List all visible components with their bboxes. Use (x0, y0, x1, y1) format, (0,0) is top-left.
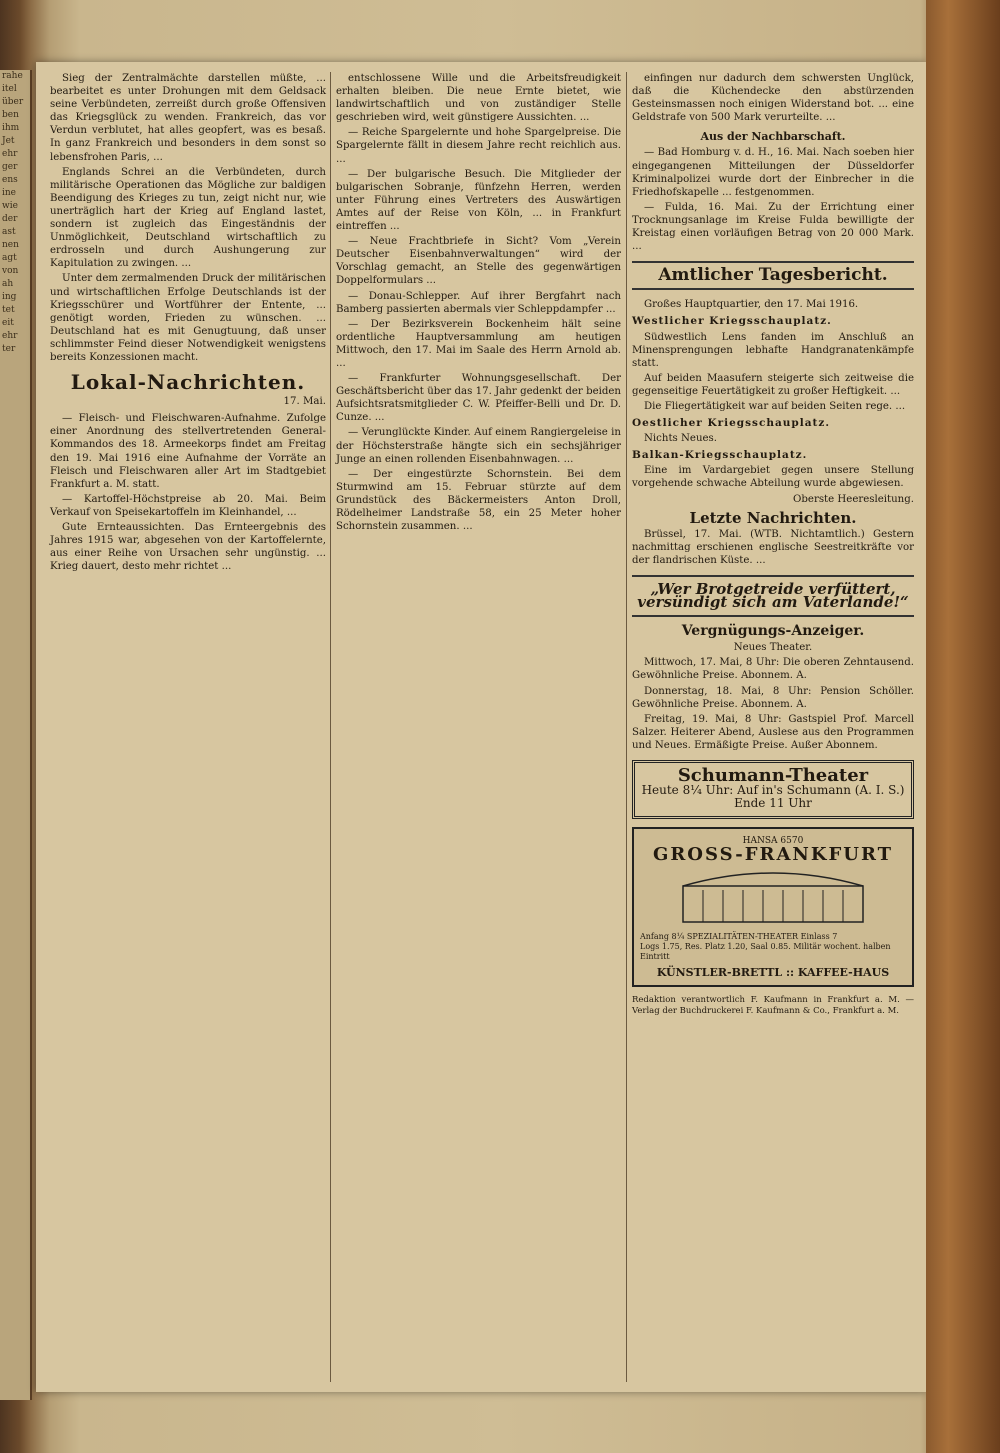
article-paragraph: — Neue Frachtbriefe in Sicht? Vom „Verein Deutscher Eisenbahnverwaltungen“ wird der Vorschlag gemacht, an Stelle des gegenwärtigen Doppelformulars ... (336, 236, 621, 287)
article-paragraph: Gute Ernteaussichten. Das Ernteergebnis des Jahres 1915 war, abgesehen von der Kartoffelernte, aus einer Reihe von Ursachen sehr ungünstig. ... Krieg dauert, desto mehr richtet ... (50, 522, 326, 573)
section-date: 17. Mai. (283, 396, 326, 408)
article-paragraph: Südwestlich Lens fanden im Anschluß an Minensprengungen lebhafte Handgranatenkämpfe statt. (632, 331, 914, 369)
column-3 (632, 72, 914, 1017)
balkan-text: Eine im Vardargebiet gegen unsere Stellung vorgehende schwache Abteilung wurde abgewiesen. (632, 465, 914, 490)
article-paragraph: — Verunglückte Kinder. Auf einem Rangiergeleise in der Höchsterstraße hängte sich ein sechsjähriger Junge an einen rollenden Eisenbahnwagen. ... (336, 427, 621, 465)
gross-frankfurt-ad (632, 827, 914, 986)
program-line: Mittwoch, 17. Mai, 8 Uhr: Die oberen Zehntausend. Gewöhnliche Preise. Abonnem. A. (632, 657, 914, 682)
impressum: Redaktion verantwortlich F. Kaufmann in Frankfurt a. M. — Verlag der Buchdruckerei F. Kaufmann & Co., Frankfurt a. M. (632, 994, 914, 1016)
west-heading: Westlicher Kriegsschauplatz. (632, 315, 832, 328)
article-paragraph: — Der bulgarische Besuch. Die Mitglieder der bulgarischen Sobranje, fünfzehn Herren, werden unter Führung eines Vertreters des Auswärtigen Amtes auf der Reise von Köln, ... in Frankfurt eintreffen ... (336, 168, 621, 233)
article-paragraph: Englands Schrei an die Verbündeten, durch militärische Operationen das Mögliche zur baldigen Beendigung des Krieges zu tun, zeigt nicht nur, wie unerträglich hart der Krieg auf England lastet, sondern ist zugleich das Eingeständnis der Unmöglichkeit, Deutschland wirtschaftlich zu erdrosseln und durch Aushungerung zur Kapitulation zu zwingen. ... (50, 166, 326, 270)
newspaper-page (36, 62, 926, 1392)
ost-text: Nichts Neues. (644, 433, 717, 445)
article-paragraph: Unter dem zermalmenden Druck der militärischen und wirtschaftlichen Erfolge Deutschlands ist der Kriegsschürer und Wortführer der Entente, ... genötigt worden, Frieden zu wünschen. ... Deutschland hat es mit Genugtuung, daß unser schlimmster Feind dieser Notwendigkeit wenigstens bereits Konzessionen macht. (50, 273, 326, 363)
article-paragraph: Die Fliegertätigkeit war auf beiden Seiten rege. ... (644, 400, 906, 412)
venue-neues-theater: Neues Theater. (733, 642, 813, 654)
section-heading-tagesbericht: Amtlicher Tagesbericht. (632, 261, 914, 290)
book-spine (926, 0, 1000, 1453)
article-paragraph: Auf beiden Maasufern steigerte sich zeitweise die gegenseitige Feuertätigkeit zu großer Heftigkeit. ... (632, 372, 914, 397)
article-paragraph: — Fulda, 16. Mai. Zu der Errichtung einer Trocknungsanlage im Kreise Fulda bewilligte der Kreistag einen vorläufigen Betrag von 20 000 Mark. ... (632, 201, 914, 253)
balkan-signature: Oberste Heeresleitung. (793, 493, 914, 505)
article-paragraph: — Kartoffel-Höchstpreise ab 20. Mai. Beim Verkauf von Speisekartoffeln im Kleinhandel, ... (50, 493, 326, 518)
column-1 (50, 72, 326, 575)
column-2 (336, 72, 621, 535)
article-paragraph: Sieg der Zentralmächte darstellen müßte, ... bearbeitet es unter Drohungen mit dem Geldsack seine Verbündeten, zerreißt durch große Offensiven das Kriegsglück zu wenden. Frankreich, das vor Verdun verblutet, hat alles geopfert, was es besaß. In ganz Frankreich und besonders in dem sonst so lebensfrohen Paris, ... (50, 73, 326, 163)
article-paragraph: — Der Bezirksverein Bockenheim hält seine ordentliche Hauptversammlung am heutigen Mittwoch, den 17. Mai im Saale des Herrn Arnold ab. ... (336, 318, 621, 369)
letzte-text: Brüssel, 17. Mai. (WTB. Nichtamtlich.) Gestern nachmittag erschienen englische Seestreitkräfte vor der flandrischen Küste. ... (632, 528, 914, 566)
article-paragraph: — Der eingestürzte Schornstein. Bei dem Sturmwind am 15. Februar stürzte auf dem Grundstück des Bäckermeisters Anton Droll, Rödelheimer Landstraße 58, ein 25 Meter hoher Schornstein zusammen. ... (336, 468, 621, 533)
ad-row: Logs 1.75, Res. Platz 1.20, Saal 0.85. Militär wochent. halben Eintritt (640, 941, 891, 961)
column-rule (626, 72, 627, 1382)
column-rule (330, 72, 331, 1382)
balkan-heading: Balkan-Kriegsschauplatz. (632, 449, 808, 462)
article-paragraph: — Fleisch- und Fleischwaren-Aufnahme. Zufolge einer Anordnung des stellvertretenden General-Kommandos des 18. Armeekorps findet am Freitag den 19. Mai 1916 eine Aufnahme der Vorräte an Fleisch und Fleischwaren aller Art im Stadtgebiet Frankfurt a. M. statt. (50, 413, 326, 490)
building-illustration-icon (673, 866, 873, 924)
section-heading-vergnuegung: Vergnügungs-Anzeiger. (681, 623, 865, 640)
ad-subtitle: Heute 8¼ Uhr: Auf in's Schumann (A. I. S.) Ende 11 Uhr (641, 783, 905, 811)
program-line: Freitag, 19. Mai, 8 Uhr: Gastspiel Prof. Marcell Salzer. Heiterer Abend, Auslese aus den Programmen und Neues. Ermäßigte Preise. Außer Abonnem. (632, 713, 914, 751)
tagesbericht-line: Großes Hauptquartier, den 17. Mai 1916. (644, 299, 859, 311)
section-heading-nachbarschaft: Aus der Nachbarschaft. (700, 130, 846, 144)
schumann-theater-ad (632, 760, 914, 819)
ad-title: Schumann-Theater (677, 765, 869, 787)
ad-footer: KÜNSTLER-BRETTL :: KAFFEE-HAUS (656, 965, 890, 979)
ost-heading: Oestlicher Kriegsschauplatz. (632, 417, 831, 430)
section-heading-lokal: Lokal-Nachrichten. (70, 370, 306, 395)
article-paragraph: — Frankfurter Wohnungsgesellschaft. Der Geschäftsbericht über das 17. Jahr gedenkt der beiden Aufsichtsratsmitglieder C. W. Pfeiffer-Belli und Dr. D. Cunze. ... (336, 373, 621, 424)
article-paragraph: einfingen nur dadurch dem schwersten Unglück, daß die Küchendecke den abstürzenden Gesteinsmassen noch einigen Widerstand bot. ... eine Geldstrafe von 500 Mark verurteilte. ... (632, 73, 914, 124)
section-heading-letzte: Letzte Nachrichten. (689, 508, 857, 527)
ad-phone: HANSA 6570 (742, 836, 804, 847)
article-paragraph: — Reiche Spargelernte und hohe Spargelpreise. Die Spargelernte fällt in diesem Jahre recht reichlich aus. ... (336, 127, 621, 165)
ad-title: GROSS-FRANKFURT (652, 844, 894, 866)
article-paragraph: — Donau-Schlepper. Auf ihrer Bergfahrt nach Bamberg passierten abermals vier Schleppdampfer ... (336, 290, 621, 315)
slogan-box: „Wer Brotgetreide verfüttert, versündigt sich am Vaterlande!“ (632, 575, 914, 617)
left-page-edge: rahe itel über ben ihm Jet ehr ger ens ine wie der ast nen agt von ah ing tet eit ehr ter (0, 70, 32, 1400)
ad-row: Anfang 8¼ SPEZIALITÄTEN-THEATER Einlass 7 (640, 931, 838, 941)
article-paragraph: entschlossene Wille und die Arbeitsfreudigkeit erhalten bleiben. Die neue Ernte bietet, wie landwirtschaftlich und von zuständiger Stelle geschrieben wird, weit günstigere Aussichten. ... (336, 73, 621, 124)
article-paragraph: — Bad Homburg v. d. H., 16. Mai. Nach soeben hier eingegangenen Mitteilungen der Düsseldorfer Kriminalpolizei wurde dort der Einbrecher in die Friedhofskapelle ... festgenommen. (632, 147, 914, 198)
program-line: Donnerstag, 18. Mai, 8 Uhr: Pension Schöller. Gewöhnliche Preise. Abonnem. A. (632, 685, 914, 710)
